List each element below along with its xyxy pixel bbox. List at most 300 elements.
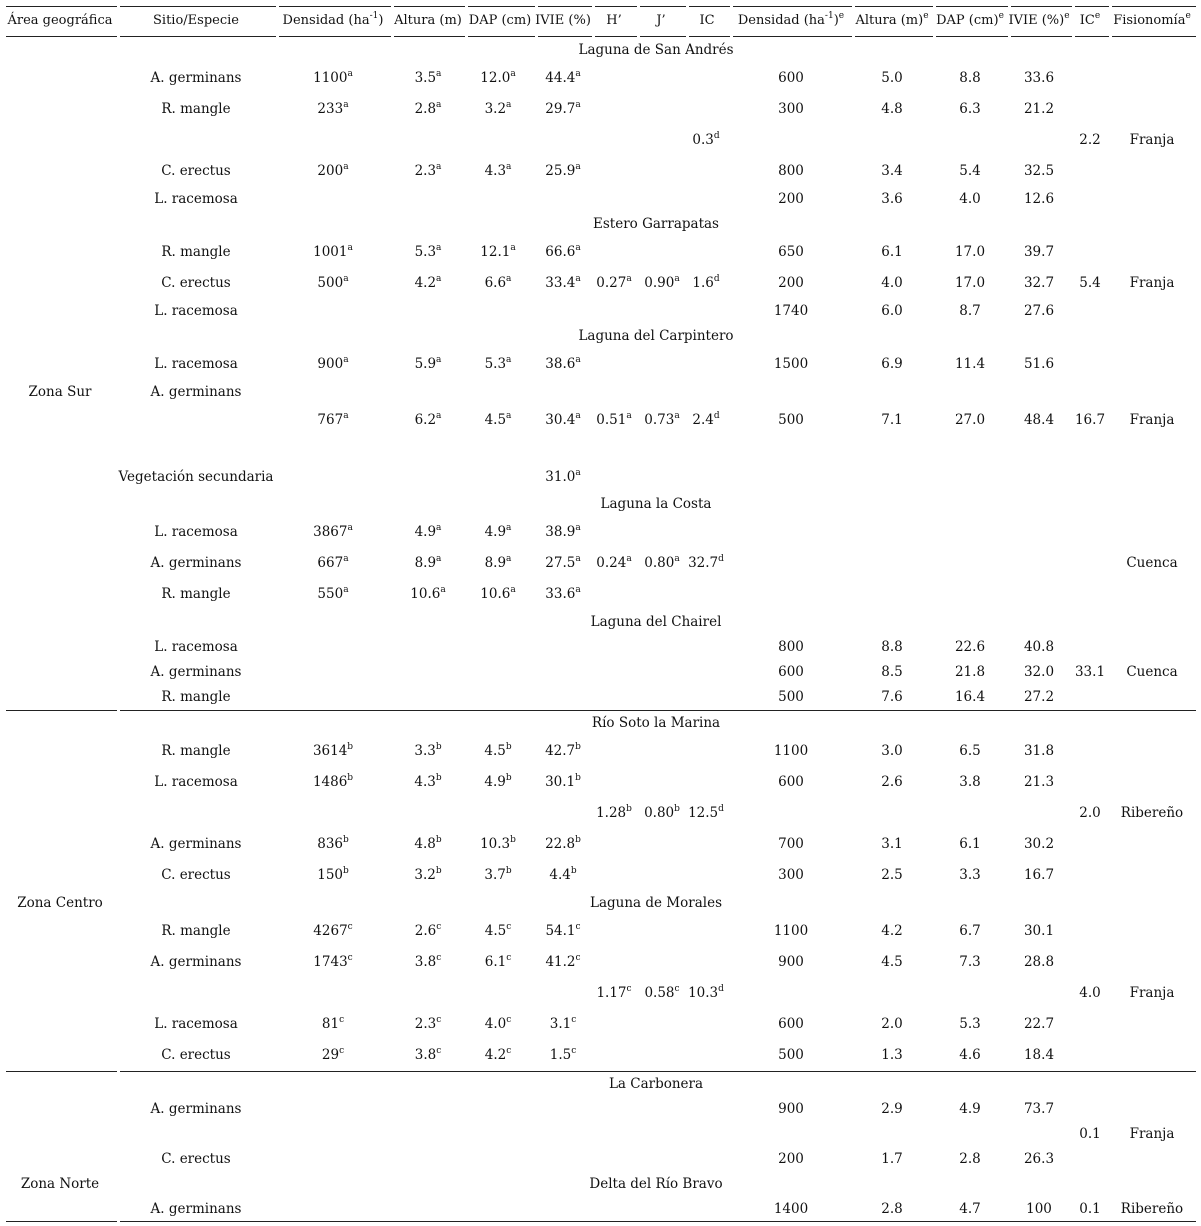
cell-den_e — [778, 867, 804, 883]
site-title — [589, 1176, 722, 1192]
cell-ivie_e — [1024, 191, 1054, 207]
cell-text: Laguna del Carpintero — [578, 328, 734, 344]
cell-alt — [410, 586, 445, 602]
cell-den_e — [778, 689, 804, 705]
cell-text: 150 — [317, 867, 344, 883]
cell-dap — [480, 244, 515, 260]
cell-sp — [154, 303, 238, 319]
rule-gap — [592, 36, 595, 37]
header-ivie — [535, 13, 591, 29]
header-ic — [699, 13, 714, 29]
cell-dap — [485, 524, 512, 540]
superscript: a — [436, 522, 442, 533]
cell-text: Laguna la Costa — [600, 496, 712, 512]
cell-ivie_e — [1024, 664, 1054, 680]
cell-dap — [485, 275, 512, 291]
cell-text: A. germinans — [150, 664, 242, 680]
superscript: a — [575, 354, 581, 365]
cell-ivie — [545, 774, 581, 790]
cell-den_e — [778, 1016, 804, 1032]
cell-ic_e — [1079, 1126, 1100, 1142]
cell-text: 6.9 — [881, 356, 903, 372]
cell-den — [313, 244, 353, 260]
cell-ivie — [545, 356, 580, 372]
rule-gap — [1109, 6, 1112, 7]
cell-h — [596, 412, 631, 428]
cell-text: 21.3 — [1023, 774, 1055, 790]
superscript: b — [435, 741, 442, 752]
cell-text: Densidad (ha — [282, 13, 370, 28]
rule-gap — [276, 36, 279, 37]
superscript: c — [571, 1014, 577, 1025]
cell-text: 12.0 — [480, 70, 511, 86]
superscript: a — [506, 410, 512, 421]
superscript: c — [506, 1045, 512, 1056]
cell-dap_e — [955, 356, 985, 372]
rule-gap — [276, 6, 279, 7]
cell-text: R. mangle — [161, 586, 231, 602]
cell-text: 4.0 — [1079, 985, 1101, 1001]
cell-text: 4.2 — [414, 275, 437, 291]
cell-sp — [151, 954, 242, 970]
cell-text: 32.5 — [1023, 163, 1055, 179]
cell-text: L. racemosa — [154, 191, 238, 207]
cell-text: 900 — [317, 356, 344, 372]
cell-text: 300 — [778, 101, 804, 117]
cell-sp — [161, 586, 230, 602]
cell-text: DAP (cm) — [468, 13, 532, 28]
cell-ivie_e — [1024, 356, 1054, 372]
cell-text: 16.7 — [1074, 412, 1106, 428]
cell-text: 6.5 — [959, 743, 981, 759]
cell-ivie — [550, 1016, 577, 1032]
superscript: a — [575, 522, 581, 533]
cell-fis — [1130, 412, 1175, 428]
cell-text: 1100 — [773, 923, 809, 939]
rule-gap — [1008, 36, 1011, 37]
cell-text: 100 — [1026, 1201, 1052, 1217]
cell-dap — [480, 836, 516, 852]
cell-text: 31.8 — [1023, 743, 1055, 759]
cell-text: 17.0 — [954, 244, 986, 260]
cell-den_e — [778, 774, 804, 790]
cell-dap — [485, 555, 512, 571]
cell-text: 600 — [778, 774, 804, 790]
cell-text: 8.5 — [881, 664, 903, 680]
cell-text: 4.8 — [881, 101, 903, 117]
cell-alt — [415, 524, 442, 540]
cell-text: L. racemosa — [154, 774, 238, 790]
cell-den — [317, 555, 348, 571]
superscript: a — [510, 242, 516, 253]
cell-text: L. racemosa — [154, 303, 238, 319]
cell-dap_e — [959, 1201, 980, 1217]
cell-alt_e — [881, 689, 902, 705]
cell-alt_e — [881, 356, 902, 372]
rule-gap — [637, 6, 640, 7]
cell-fis — [1130, 275, 1175, 291]
cell-text: 6.2 — [414, 412, 437, 428]
cell-ivie — [545, 70, 580, 86]
cell-alt_e — [881, 70, 902, 86]
cell-alt_e — [881, 1151, 902, 1167]
cell-text: C. erectus — [161, 867, 231, 883]
rule-gap — [391, 6, 394, 7]
cell-dap_e — [955, 639, 985, 655]
cell-ivie — [545, 524, 580, 540]
rule-gap — [852, 36, 855, 37]
superscript: c — [626, 983, 632, 994]
cell-text: 10.3 — [688, 985, 719, 1001]
cell-den_e — [778, 70, 804, 86]
site-title — [591, 614, 722, 630]
cell-text: 600 — [778, 1016, 804, 1032]
cell-text: 30.1 — [545, 774, 576, 790]
cell-den — [317, 275, 348, 291]
cell-alt_e — [881, 1101, 902, 1117]
cell-den — [317, 867, 349, 883]
cell-dap — [485, 1047, 512, 1063]
cell-den_e — [778, 1151, 804, 1167]
cell-text: 4.2 — [484, 1047, 507, 1063]
rule-gap — [117, 6, 120, 7]
cell-text: 650 — [778, 244, 804, 260]
superscript: c — [436, 1014, 442, 1025]
rule-gap — [391, 36, 394, 37]
cell-text: A. germinans — [150, 836, 242, 852]
rule-gap — [1109, 36, 1112, 37]
cell-text: 4.9 — [484, 524, 507, 540]
cell-text: 767 — [317, 412, 344, 428]
cell-text: 29 — [321, 1047, 340, 1063]
cell-text: ) — [378, 13, 384, 28]
cell-text: 1.5 — [549, 1047, 572, 1063]
cell-text: 3.8 — [414, 954, 437, 970]
cell-text: 0.73 — [644, 412, 675, 428]
zone-label — [21, 1176, 99, 1192]
rule-gap — [1008, 6, 1011, 7]
cell-alt_e — [881, 836, 902, 852]
cell-text: 800 — [778, 163, 804, 179]
cell-text: 0.80 — [644, 555, 675, 571]
cell-text: 8.9 — [414, 555, 437, 571]
superscript: a — [510, 584, 516, 595]
cell-text: 1001 — [313, 244, 348, 260]
rule-gap — [535, 6, 538, 7]
cell-text: 73.7 — [1023, 1101, 1055, 1117]
superscript: c — [347, 921, 353, 932]
cell-text: 4.5 — [484, 743, 506, 759]
cell-text: Río Soto la Marina — [591, 715, 721, 731]
cell-ivie_e — [1024, 275, 1054, 291]
cell-text: Fisionomía — [1113, 13, 1186, 28]
cell-text: 54.1 — [545, 923, 576, 939]
cell-ivie_e — [1024, 954, 1054, 970]
cell-text: 66.6 — [545, 244, 576, 260]
cell-text: 5.3 — [959, 1016, 981, 1032]
cell-den — [313, 774, 353, 790]
cell-alt — [415, 163, 442, 179]
cell-ivie — [545, 954, 580, 970]
superscript: c — [575, 952, 581, 963]
cell-dap_e — [959, 1047, 980, 1063]
cell-text: 29.7 — [545, 101, 576, 117]
cell-text: IVIE (%) — [1008, 13, 1065, 28]
header-dap — [469, 13, 531, 29]
cell-text: 4.0 — [959, 191, 981, 207]
header-dens — [282, 10, 384, 29]
superscript: b — [674, 803, 680, 814]
site-title — [590, 895, 722, 911]
cell-text: 12.1 — [480, 244, 511, 260]
superscript: a — [506, 273, 512, 284]
superscript: a — [575, 553, 581, 564]
superscript: c — [436, 921, 442, 932]
superscript: c — [339, 1045, 345, 1056]
cell-text: 4.6 — [959, 1047, 981, 1063]
cell-text: 40.8 — [1023, 639, 1055, 655]
cell-text: 4.8 — [414, 836, 436, 852]
cell-dap_e — [959, 923, 980, 939]
cell-h — [596, 555, 631, 571]
superscript: a — [575, 410, 581, 421]
cell-ivie_e — [1024, 163, 1054, 179]
superscript: c — [506, 952, 512, 963]
rule-gap — [686, 36, 689, 37]
zone-label — [29, 384, 92, 400]
cell-text: 3.8 — [959, 774, 981, 790]
cell-alt_e — [881, 954, 902, 970]
cell-sp — [154, 774, 238, 790]
cell-text: 2.5 — [881, 867, 903, 883]
cell-sp — [151, 664, 242, 680]
superscript: b — [626, 803, 632, 814]
cell-text: 1100 — [773, 743, 809, 759]
cell-text: 500 — [317, 275, 344, 291]
cell-dap_e — [959, 163, 980, 179]
cell-text: 1.6 — [692, 275, 714, 291]
cell-dap_e — [959, 774, 980, 790]
cell-ivie_e — [1024, 923, 1054, 939]
superscript: d — [713, 273, 720, 284]
cell-ivie — [545, 244, 580, 260]
cell-ivie_e — [1024, 639, 1054, 655]
cell-text: 500 — [778, 689, 804, 705]
superscript: c — [571, 1045, 577, 1056]
cell-text: Ribereño — [1120, 805, 1184, 821]
cell-text: 6.1 — [881, 244, 903, 260]
cell-text: 0.90 — [644, 275, 675, 291]
cell-text: 900 — [778, 954, 804, 970]
cell-text: 39.7 — [1023, 244, 1055, 260]
cell-text: 32.0 — [1023, 664, 1055, 680]
cell-text: 3.3 — [959, 867, 981, 883]
superscript: b — [505, 741, 512, 752]
cell-ivie_e — [1024, 101, 1054, 117]
cell-j — [644, 805, 680, 821]
cell-alt — [415, 1016, 442, 1032]
rule-gap — [933, 36, 936, 37]
table-rule — [6, 36, 1196, 37]
cell-ivie — [545, 555, 580, 571]
cell-text: Estero Garrapatas — [593, 216, 719, 232]
cell-text: Franja — [1129, 132, 1175, 148]
cell-text: 600 — [778, 70, 804, 86]
cell-dap — [485, 163, 512, 179]
cell-text: 41.2 — [545, 954, 576, 970]
cell-text: R. mangle — [161, 743, 231, 759]
rule-gap — [1072, 6, 1075, 7]
cell-text: 3867 — [313, 524, 348, 540]
cell-text: C. erectus — [161, 1047, 231, 1063]
cell-text: 0.27 — [596, 275, 627, 291]
superscript: b — [347, 741, 354, 752]
cell-alt — [415, 70, 442, 86]
cell-ic — [688, 555, 724, 571]
header-fis — [1113, 10, 1191, 29]
cell-den_e — [778, 664, 804, 680]
cell-text: 22.6 — [954, 639, 986, 655]
cell-text: 10.3 — [480, 836, 511, 852]
cell-text: 200 — [317, 163, 344, 179]
table-rule — [6, 1221, 1196, 1222]
cell-text: 11.4 — [954, 356, 986, 372]
cell-text: 3.6 — [881, 191, 903, 207]
cell-alt — [414, 836, 441, 852]
cell-text: Sitio/Especie — [153, 13, 239, 28]
superscript: a — [674, 273, 680, 284]
cell-fis — [1126, 555, 1177, 571]
cell-den — [317, 412, 348, 428]
cell-den_e — [774, 923, 808, 939]
cell-sp — [161, 1151, 230, 1167]
cell-text: 233 — [317, 101, 344, 117]
cell-dap_e — [959, 743, 980, 759]
rule-gap — [465, 36, 468, 37]
cell-text: R. mangle — [161, 101, 231, 117]
cell-text: Zona Sur — [28, 384, 92, 400]
header-area — [7, 13, 112, 29]
superscript: a — [343, 161, 349, 172]
cell-ivie_e — [1024, 412, 1054, 428]
rule-gap — [117, 36, 120, 37]
cell-text: A. germinans — [150, 954, 242, 970]
cell-ivie_e — [1024, 867, 1054, 883]
cell-ivie_e — [1024, 303, 1054, 319]
cell-den — [313, 70, 353, 86]
superscript: c — [436, 1045, 442, 1056]
cell-text: 200 — [778, 275, 804, 291]
cell-den_e — [778, 639, 804, 655]
cell-den — [322, 1016, 344, 1032]
superscript: b — [575, 772, 581, 783]
cell-text: 2.6 — [414, 923, 437, 939]
cell-text: 30.2 — [1023, 836, 1055, 852]
cell-text: 7.3 — [959, 954, 981, 970]
cell-fis — [1121, 1201, 1183, 1217]
cell-ivie — [545, 101, 580, 117]
superscript: a — [347, 242, 353, 253]
cell-text: 31.0 — [545, 469, 576, 485]
superscript: a — [506, 161, 512, 172]
cell-ivie — [545, 586, 580, 602]
superscript: a — [575, 467, 581, 478]
cell-text: 3.1 — [881, 836, 903, 852]
superscript: b — [505, 865, 512, 876]
cell-text: Cuenca — [1126, 555, 1178, 571]
cell-ic — [692, 412, 719, 428]
cell-text: 5.3 — [484, 356, 507, 372]
superscript: d — [718, 553, 724, 564]
cell-den_e — [778, 1101, 804, 1117]
cell-text: 81 — [321, 1016, 340, 1032]
cell-text: 700 — [778, 836, 804, 852]
superscript: a — [343, 354, 349, 365]
superscript: d — [718, 983, 724, 994]
cell-den — [313, 524, 353, 540]
cell-ic_e — [1079, 275, 1100, 291]
cell-dap — [485, 1016, 512, 1032]
superscript: a — [343, 273, 349, 284]
cell-ivie_e — [1024, 689, 1054, 705]
cell-sp — [151, 1201, 242, 1217]
zone-label — [17, 895, 103, 911]
cell-text: IC — [699, 13, 715, 28]
cell-dap_e — [959, 101, 980, 117]
rule-gap — [535, 36, 538, 37]
cell-text: 30.1 — [1023, 923, 1055, 939]
cell-dap — [484, 867, 511, 883]
superscript: e — [923, 10, 929, 21]
superscript: a — [436, 161, 442, 172]
rule-gap — [465, 6, 468, 7]
rule-gap — [117, 710, 120, 711]
cell-sp — [119, 469, 274, 485]
cell-dap_e — [955, 244, 985, 260]
cell-text: 2.4 — [692, 412, 714, 428]
cell-text: A. germinans — [150, 384, 242, 400]
cell-text: 2.6 — [881, 774, 903, 790]
cell-dap_e — [959, 70, 980, 86]
cell-text: 0.58 — [644, 985, 675, 1001]
cell-ic — [692, 132, 719, 148]
cell-sp — [154, 191, 238, 207]
cell-text: 2.0 — [881, 1016, 903, 1032]
cell-text: 38.6 — [545, 356, 576, 372]
cell-alt_e — [881, 867, 902, 883]
cell-ivie — [545, 923, 580, 939]
cell-text: 2.9 — [881, 1101, 903, 1117]
cell-sp — [161, 163, 230, 179]
cell-text: 3.2 — [484, 101, 507, 117]
cell-sp — [151, 555, 242, 571]
cell-text: 27.6 — [1023, 303, 1055, 319]
cell-ivie_e — [1026, 1201, 1052, 1217]
superscript: c — [339, 1014, 345, 1025]
cell-text: 3.2 — [414, 867, 436, 883]
cell-text: 22.7 — [1023, 1016, 1055, 1032]
cell-text: IC — [1079, 13, 1095, 28]
superscript: a — [674, 410, 680, 421]
cell-text: 30.4 — [545, 412, 576, 428]
cell-text: 0.51 — [596, 412, 627, 428]
cell-text: L. racemosa — [154, 356, 238, 372]
cell-text: 26.3 — [1023, 1151, 1055, 1167]
cell-text: 22.8 — [545, 836, 576, 852]
cell-ivie_e — [1024, 774, 1054, 790]
cell-text: L. racemosa — [154, 639, 238, 655]
cell-text: 4.9 — [484, 774, 506, 790]
